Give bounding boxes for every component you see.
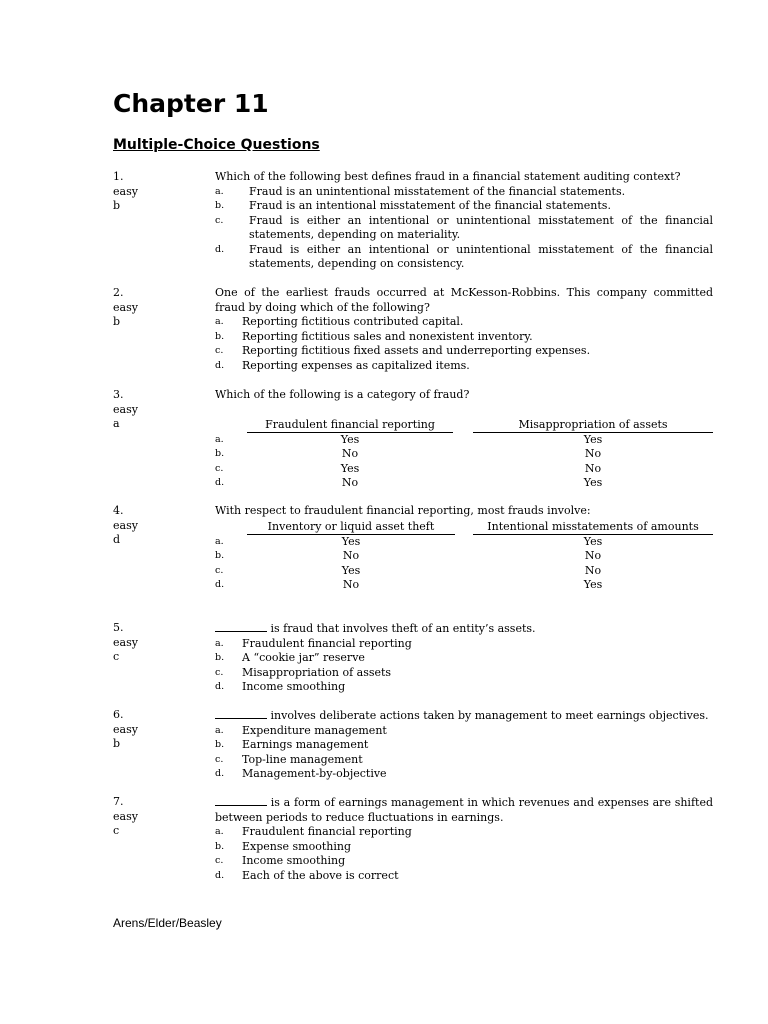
stem-text: is fraud that involves theft of an entity’s assets. bbox=[267, 622, 536, 635]
table-row bbox=[215, 564, 713, 579]
option-a bbox=[215, 825, 713, 840]
row-letter: c. bbox=[215, 564, 224, 576]
table-cell: No bbox=[584, 563, 602, 577]
option-letter: c. bbox=[215, 214, 224, 226]
table-header bbox=[215, 418, 713, 433]
row-letter: d. bbox=[215, 477, 225, 488]
question-answer: b bbox=[113, 199, 121, 212]
option-text: Misappropriation of assets bbox=[242, 665, 392, 679]
question-number: 5. bbox=[113, 621, 124, 634]
table-cell: No bbox=[584, 447, 602, 460]
row-letter: a. bbox=[215, 433, 224, 445]
option-letter: a. bbox=[215, 185, 224, 197]
option-d bbox=[215, 869, 713, 884]
answer-table bbox=[215, 520, 713, 593]
option-text: A “cookie jar” reserve bbox=[242, 651, 365, 664]
option-a bbox=[215, 185, 713, 200]
option-text: Management-by-objective bbox=[242, 767, 387, 780]
section-title: Multiple-Choice Questions bbox=[113, 137, 320, 153]
table-header bbox=[215, 520, 713, 535]
option-letter: b. bbox=[215, 330, 225, 342]
column-header: Misappropriation of assets bbox=[473, 418, 713, 433]
column-header: Fraudulent financial reporting bbox=[247, 418, 453, 433]
table-cell: Yes bbox=[341, 563, 361, 577]
question-meta bbox=[113, 708, 203, 752]
table-cell: No bbox=[341, 447, 359, 460]
question-answer: c bbox=[113, 824, 120, 837]
row-letter: d. bbox=[215, 579, 225, 590]
answer-table bbox=[215, 418, 713, 491]
table-row bbox=[215, 476, 713, 491]
stem-text: is a form of earnings management in which revenues and expenses are shifted between periods to reduce fluctuations in earnings. bbox=[215, 796, 713, 824]
column-header: Inventory or liquid asset theft bbox=[247, 520, 455, 535]
option-text: Expense smoothing bbox=[242, 839, 351, 853]
question-body bbox=[215, 388, 713, 491]
option-text: Fraud is either an intentional or unintentional misstatement of the financial statements, depending on consistency. bbox=[249, 242, 713, 270]
question-answer: b bbox=[113, 737, 121, 750]
option-letter: d. bbox=[215, 243, 225, 255]
page-footer: Arens/Elder/Beasley bbox=[113, 916, 222, 930]
option-letter: c. bbox=[215, 666, 224, 678]
row-letter: b. bbox=[215, 550, 225, 561]
question-stem bbox=[215, 795, 713, 825]
question-meta bbox=[113, 388, 203, 432]
table-row bbox=[215, 462, 713, 477]
question-stem bbox=[215, 708, 713, 724]
table-cell: Yes bbox=[583, 476, 603, 489]
question-stem: With respect to fraudulent financial reporting, most frauds involve: bbox=[215, 504, 591, 517]
option-text: Reporting fictitious contributed capital. bbox=[242, 315, 464, 328]
option-text: Income smoothing bbox=[242, 680, 346, 693]
column-header: Intentional misstatements of amounts bbox=[473, 520, 713, 535]
question-difficulty: easy bbox=[113, 518, 138, 532]
option-a bbox=[215, 637, 713, 652]
question-body bbox=[215, 795, 713, 883]
question-meta bbox=[113, 170, 203, 214]
option-text: Fraud is an unintentional misstatement of the financial statements. bbox=[249, 184, 626, 198]
option-text: Reporting fictitious fixed assets and underreporting expenses. bbox=[242, 344, 591, 357]
option-text: Fraud is either an intentional or unintentional misstatement of the financial statements, depending on materiality. bbox=[249, 213, 713, 241]
option-text: Income smoothing bbox=[242, 854, 346, 867]
fill-in-blank bbox=[215, 708, 267, 719]
question-answer: d bbox=[113, 533, 121, 546]
question-difficulty: easy bbox=[113, 635, 138, 649]
option-text: Fraudulent financial reporting bbox=[242, 825, 412, 838]
question-meta bbox=[113, 504, 203, 548]
row-letter: a. bbox=[215, 535, 224, 547]
table-cell: Yes bbox=[341, 534, 361, 548]
question-body bbox=[215, 170, 713, 272]
table-cell: Yes bbox=[340, 432, 360, 446]
question-number: 2. bbox=[113, 286, 124, 299]
stem-text: involves deliberate actions taken by management to meet earnings objectives. bbox=[267, 709, 709, 722]
chapter-title: Chapter 11 bbox=[113, 89, 269, 118]
question-difficulty: easy bbox=[113, 402, 138, 416]
question-difficulty: easy bbox=[113, 722, 138, 736]
question-stem: Which of the following best defines fraud in a financial statement auditing context? bbox=[215, 170, 681, 183]
table-cell: No bbox=[341, 476, 359, 489]
table-row bbox=[215, 549, 713, 564]
question-meta bbox=[113, 621, 203, 665]
option-b bbox=[215, 199, 713, 214]
option-c bbox=[215, 344, 713, 359]
question-difficulty: easy bbox=[113, 300, 138, 314]
table-cell: No bbox=[584, 461, 602, 475]
question-answer: b bbox=[113, 315, 121, 328]
option-text: Fraud is an intentional misstatement of the financial statements. bbox=[249, 199, 611, 212]
table-cell: Yes bbox=[583, 578, 603, 591]
table-cell: No bbox=[342, 549, 360, 562]
option-d bbox=[215, 767, 713, 782]
option-letter: d. bbox=[215, 359, 225, 371]
option-letter: b. bbox=[215, 200, 225, 211]
question-number: 4. bbox=[113, 504, 124, 517]
option-letter: d. bbox=[215, 869, 225, 881]
option-b bbox=[215, 330, 713, 345]
option-c bbox=[215, 214, 713, 243]
option-b bbox=[215, 738, 713, 753]
option-c bbox=[215, 753, 713, 768]
option-letter: a. bbox=[215, 724, 224, 736]
question-stem: Which of the following is a category of fraud? bbox=[215, 388, 470, 401]
row-letter: c. bbox=[215, 462, 224, 474]
option-c bbox=[215, 666, 713, 681]
question-body bbox=[215, 504, 713, 593]
option-text: Each of the above is correct bbox=[242, 868, 399, 882]
table-row bbox=[215, 447, 713, 462]
question-answer: c bbox=[113, 650, 120, 663]
option-c bbox=[215, 854, 713, 869]
option-text: Reporting fictitious sales and nonexistent inventory. bbox=[242, 329, 533, 343]
option-text: Fraudulent financial reporting bbox=[242, 636, 412, 650]
table-cell: Yes bbox=[340, 461, 360, 475]
option-letter: c. bbox=[215, 345, 224, 356]
option-b bbox=[215, 651, 713, 666]
table-row bbox=[215, 578, 713, 593]
table-cell: No bbox=[584, 549, 602, 562]
option-b bbox=[215, 840, 713, 855]
question-number: 7. bbox=[113, 795, 124, 808]
question-stem: One of the earliest frauds occurred at McKesson-Robbins. This company committed fraud by doing which of the following? bbox=[215, 286, 713, 314]
question-answer: a bbox=[113, 417, 120, 430]
question-meta bbox=[113, 795, 203, 839]
table-cell: No bbox=[342, 578, 360, 591]
option-letter: a. bbox=[215, 637, 224, 649]
option-a bbox=[215, 315, 713, 330]
question-stem bbox=[215, 621, 713, 637]
option-d bbox=[215, 359, 713, 374]
fill-in-blank bbox=[215, 621, 267, 632]
option-letter: c. bbox=[215, 855, 224, 866]
table-row bbox=[215, 535, 713, 550]
option-text: Reporting expenses as capitalized items. bbox=[242, 358, 470, 372]
question-number: 1. bbox=[113, 170, 124, 183]
option-d bbox=[215, 243, 713, 272]
option-d bbox=[215, 680, 713, 695]
option-a bbox=[215, 724, 713, 739]
option-text: Earnings management bbox=[242, 738, 369, 751]
option-text: Expenditure management bbox=[242, 723, 387, 737]
fill-in-blank bbox=[215, 795, 267, 806]
question-number: 6. bbox=[113, 708, 124, 721]
table-row bbox=[215, 433, 713, 448]
option-letter: a. bbox=[215, 316, 224, 327]
row-letter: b. bbox=[215, 448, 225, 459]
option-letter: d. bbox=[215, 681, 225, 692]
question-meta bbox=[113, 286, 203, 330]
table-cell: Yes bbox=[583, 534, 603, 548]
question-difficulty: easy bbox=[113, 809, 138, 823]
option-letter: d. bbox=[215, 768, 225, 779]
question-body bbox=[215, 708, 713, 782]
question-body bbox=[215, 621, 713, 695]
option-letter: b. bbox=[215, 840, 225, 852]
question-number: 3. bbox=[113, 388, 124, 401]
option-letter: a. bbox=[215, 826, 224, 837]
question-difficulty: easy bbox=[113, 184, 138, 198]
option-letter: b. bbox=[215, 652, 225, 663]
option-text: Top-line management bbox=[242, 752, 363, 766]
question-body bbox=[215, 286, 713, 373]
table-cell: Yes bbox=[583, 432, 603, 446]
option-letter: c. bbox=[215, 753, 224, 765]
option-letter: b. bbox=[215, 739, 225, 750]
